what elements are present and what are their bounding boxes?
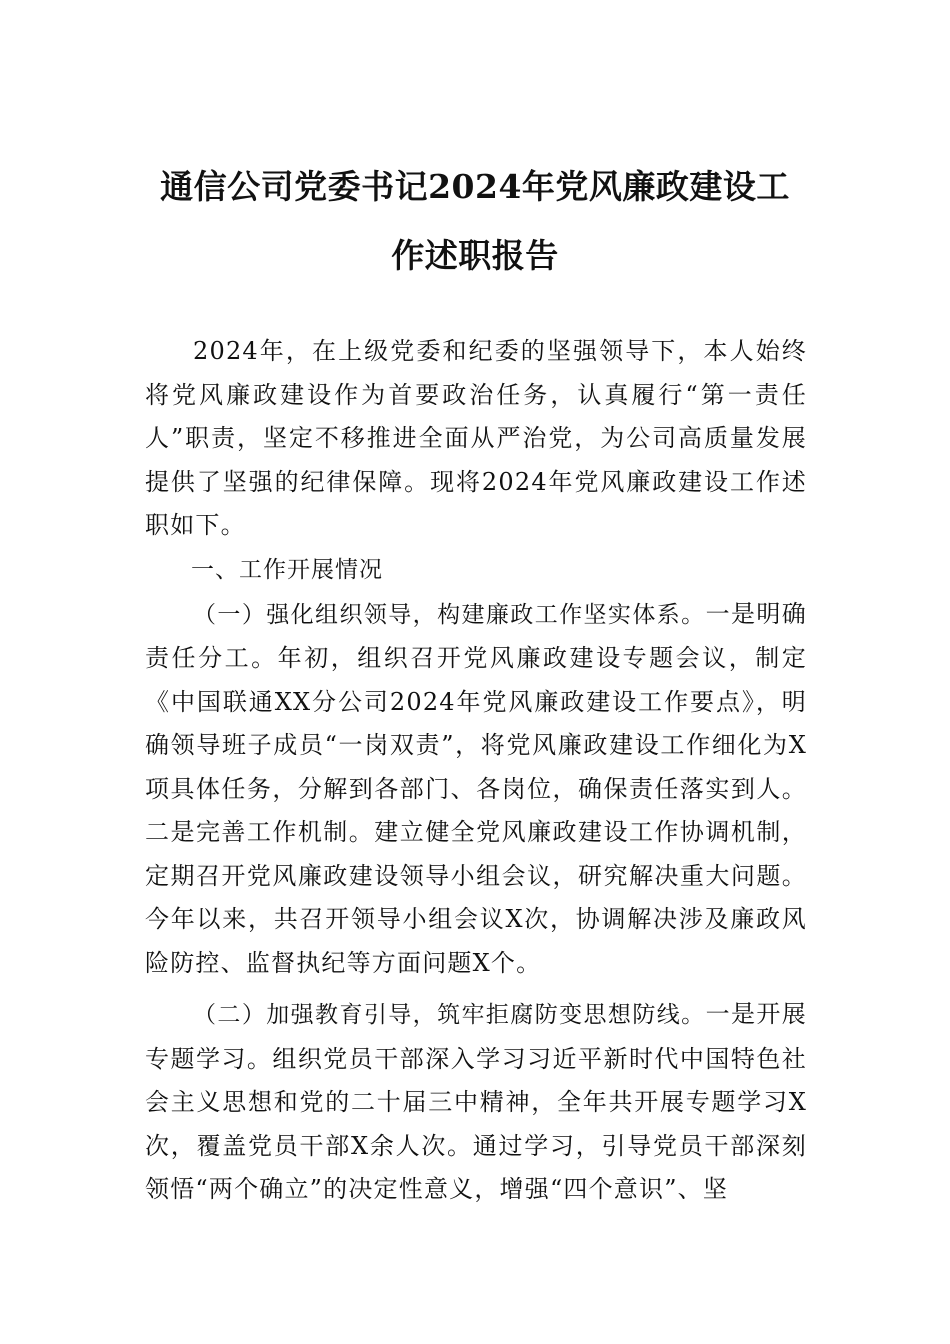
section-2-text: 一是开展专题学习。组织党员干部深入学习习近平新时代中国特色社会主义思想和党的二十届三中精神，全年共开展专题学习X次，覆盖党员干部X余人次。通过学习，引导党员干部深刻领悟“两个确立”的决定性意义，增强“四个意识”、坚	[145, 1000, 807, 1203]
section-1-lead: （一）强化组织领导，构建廉政工作坚实体系。	[193, 601, 706, 628]
document-title-line-1: 通信公司党委书记2024年党风廉政建设工	[160, 167, 790, 206]
intro-paragraph: 2024年，在上级党委和纪委的坚强领导下，本人始终将党风廉政建设作为首要政治任务，认真履行“第一责任人”职责，坚定不移推进全面从严治党，为公司高质量发展提供了坚强的纪律保障。现将2024年党风廉政建设工作述职如下。	[145, 337, 807, 539]
section-heading: 一、工作开展情况	[191, 556, 383, 583]
section-2-lead: （二）加强教育引导，筑牢拒腐防变思想防线。	[193, 1002, 706, 1028]
section-1-text: 一是明确责任分工。年初，组织召开党风廉政建设专题会议，制定《中国联通XX分公司2024年党风廉政建设工作要点》，明确领导班子成员“一岗双责”，将党风廉政建设工作细化为X项具体任务，分解到各部门、各岗位，确保责任落实到人。二是完善工作机制。建立健全党风廉政建设工作协调机制，定期召开党风廉政建设领导小组会议，研究解决重大问题。今年以来，共召开领导小组会议X次，协调解决涉及廉政风险防控、监督执纪等方面问题X个。	[145, 599, 807, 977]
section-2-paragraph	[145, 993, 807, 1212]
section-1-paragraph	[145, 593, 807, 986]
document-body	[145, 330, 807, 1212]
document-title-line-2: 作述职报告	[391, 236, 559, 275]
